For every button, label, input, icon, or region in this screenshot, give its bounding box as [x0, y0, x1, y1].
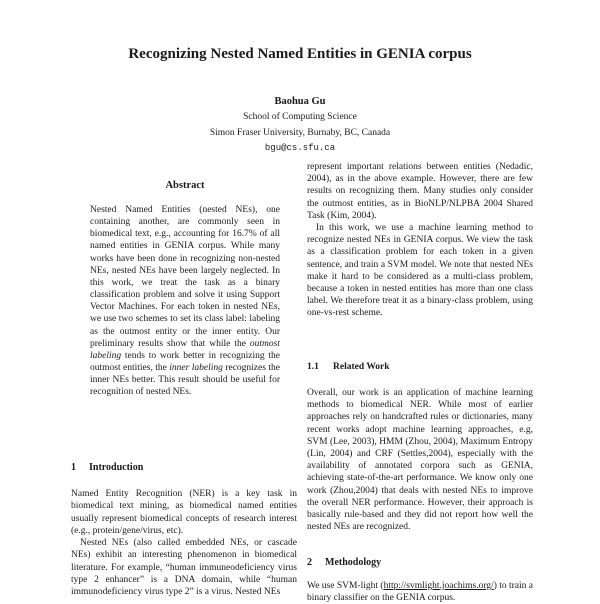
section-2-heading	[307, 557, 381, 568]
intro-paragraph-1: Named Entity Recognition (NER) is a key task in biomedical text mining, as biomedical named entities usually represent biomedical concepts of research interest (e.g., protein/gene/virus, etc).	[71, 489, 297, 536]
introduction-continued	[307, 161, 533, 320]
related-work-paragraph: Overall, our work is an application of machine learning methods to biomedical NER. While most of earlier approaches rely on handcrafted rules or dictionaries, many recent works adopt machine learning approaches, e.g, SVM (Lee, 2003), HMM (Zhou, 2004), Maximum Entropy (Lin, 2004) and CRF (Settles,2004), especially with the availability of annotated corpora such as GENIA, achieving state-of-the-art performance. We know only one work (Zhou,2004) that deals with nested NEs to improve the overall NER performance. However, their approach is basically rule-based and they did not report how well the nested NEs are recognized.	[307, 388, 533, 533]
intro-paragraph-2: Nested NEs (also called embedded NEs, or cascade NEs) exhibit an interesting phenomenon in biomedical literature. For example, “human immuneodeficiency virus type 2 enhancer” is a DNA domain, while “human immunodeficiency virus type 2” is a virus. Nested NEs	[71, 538, 297, 598]
abstract-heading: Abstract	[165, 180, 205, 191]
section-title: Methodology	[325, 557, 382, 568]
section-number: 1	[71, 462, 76, 473]
methodology-body	[307, 580, 533, 604]
methodology-paragraph	[307, 580, 533, 604]
svmlight-link[interactable]: http://svmlight.joachims.org/	[383, 581, 494, 591]
abstract-emphasis-outmost: outmost labeling	[90, 338, 280, 361]
abstract-paragraph	[90, 204, 280, 399]
author-email: bgu@cs.sfu.ca	[264, 143, 336, 153]
intro-paragraph-2-continued: represent important relations between entities (Nedadic, 2004), as in the above example. However, there are few results on recognizing them. Many studies only consider the outmost entities, as in BioNLP/NLPBA 2004 Shared Task (Kim, 2004).	[307, 162, 533, 221]
subsection-title: Related Work	[333, 362, 390, 372]
author-name: Baohua Gu	[274, 96, 326, 107]
intro-paragraph-3: In this work, we use a machine learning method to recognize nested NEs in GENIA corpus. We view the task as a classification problem for each token in a given sentence, and train a SVM model. We note that nested NEs make it hard to be considered as a multi-class problem, because a token in nested entities has more than one class label. We therefore treat it as a binary-class problem, using one-vs-rest scheme.	[307, 223, 533, 319]
related-work-body	[307, 387, 533, 533]
abstract-text: Nested Named Entities (nested NEs), one containing another, are commonly seen in biomedical text, e.g., accounting for 16.7% of all named entities in GENIA corpus. While many works have been done in recognizing non-nested NEs, nested NEs have been largely neglected. In this work, we treat the task as a binary classification problem and solve it using Support Vector Machines. For each token in nested NEs, we use two schemes to set its class label: labeling as the outmost entity or the inner entity. Our preliminary results show that while the	[90, 205, 280, 349]
section-1-heading	[71, 462, 143, 473]
author-affiliation-department: School of Computing Science	[243, 112, 357, 122]
methodology-text: ) to train a binary classifier on the GENIA corpus.	[307, 581, 534, 604]
subsection-number: 1.1	[307, 362, 319, 372]
section-title: Introduction	[89, 462, 144, 473]
abstract-body	[90, 204, 280, 399]
paper-title: Recognizing Nested Named Entities in GENIA corpus	[128, 46, 472, 62]
subsection-1-1-heading	[307, 362, 390, 372]
abstract-text: tends to work better in recognizing the outmost entities, the	[90, 350, 280, 374]
abstract-emphasis-inner: inner labeling	[169, 363, 223, 374]
section-number: 2	[307, 557, 312, 568]
introduction-body	[71, 488, 297, 599]
author-affiliation-university: Simon Fraser University, Burnaby, BC, Canada	[209, 128, 391, 138]
abstract-text: recognizes the inner NEs better. This result should be useful for recognition of nested NEs.	[90, 363, 280, 398]
methodology-text: We use SVM-light (	[307, 581, 384, 591]
